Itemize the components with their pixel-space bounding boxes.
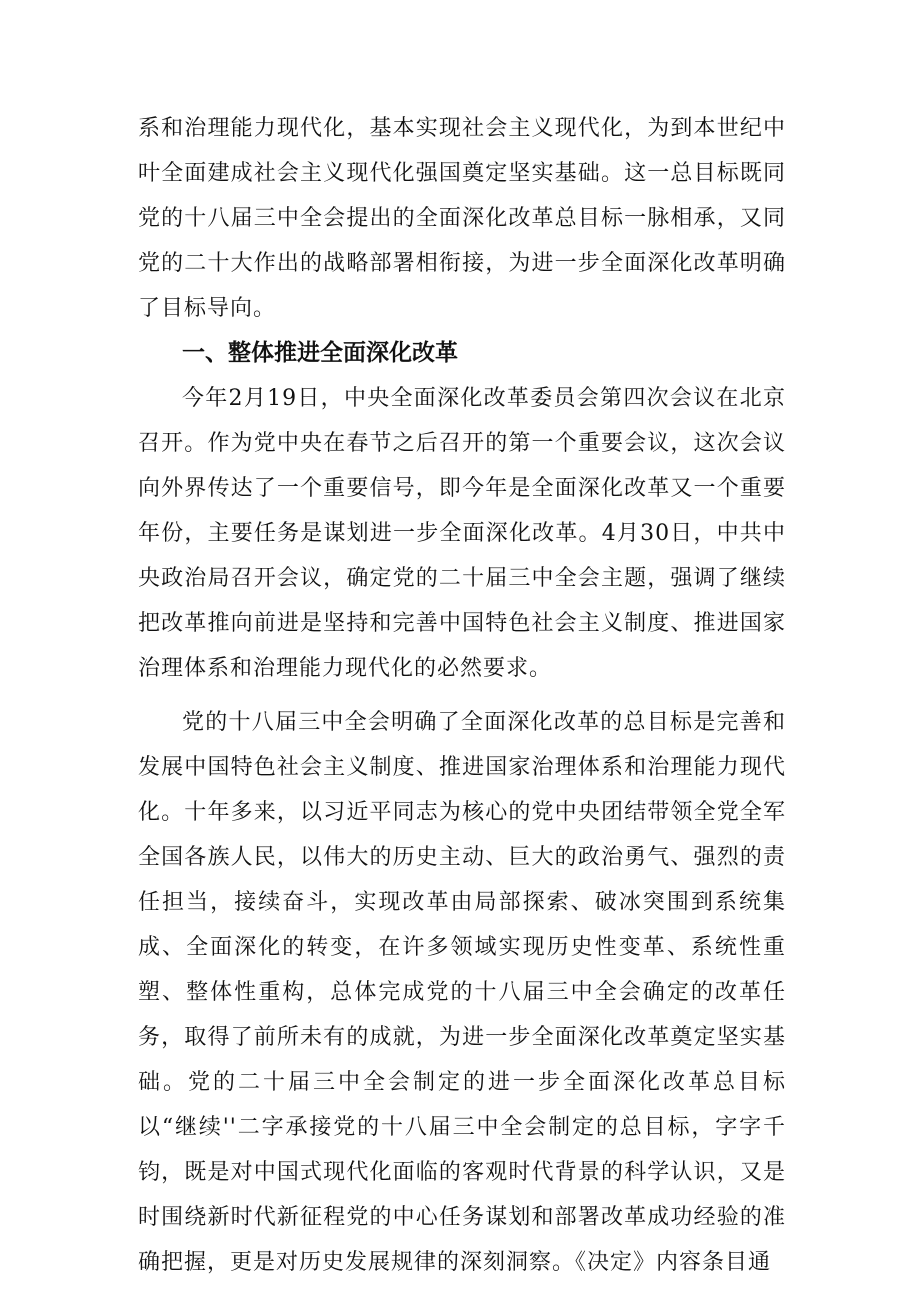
paragraph-continuation: 系和治理能力现代化，基本实现社会主义现代化，为到本世纪中叶全面建成社会主义现代化强国奠定坚实基础。这一总目标既同党的十八届三中全会提出的全面深化改革总目标一脉相承，又同党的二十大作出的战略部署相衔接，为进一步全面深化改革明确了目标导向。 [138,116,786,321]
section-heading: 一、整体推进全面深化改革 [182,340,458,366]
paragraph-meetings: 今年2月19日，中央全面深化改革委员会第四次会议在北京召开。作为党中央在春节之后召开的第一个重要会议，这次会议向外界传达了一个重要信号，即今年是全面深化改革又一个重要年份，主要任务是谋划进一步全面深化改革。4月30日，中共中央政治局召开会议，确定党的二十届三中全会主题，强调了继续把改革推向前进是坚持和完善中国特色社会主义制度、推进国家治理体系和治理能力现代化的必然要求。 [138,386,786,681]
paragraph-reform-goal: 党的十八届三中全会明确了全面深化改革的总目标是完善和发展中国特色社会主义制度、推进国家治理体系和治理能力现代化。十年多来，以习近平同志为核心的党中央团结带领全党全军全国各族人民，以伟大的历史主动、巨大的政治勇气、强烈的责任担当，接续奋斗，实现改革由局部探索、破冰突围到系统集成、全面深化的转变，在许多领域实现历史性变革、系统性重塑、整体性重构，总体完成党的十八届三中全会确定的改革任务，取得了前所未有的成就，为进一步全面深化改革奠定坚实基础。党的二十届三中全会制定的进一步全面深化改革总目标以“继续''二字承接党的十八届三中全会制定的总目标，字字千钧，既是对中国式现代化面临的客观时代背景的科学认识，又是时围绕新时代新征程党的中心任务谋划和部署改革成功经验的准确把握，更是对历史发展规律的深刻洞察。《决定》内容条目通 [138,710,786,1275]
document-body [138,106,786,1285]
